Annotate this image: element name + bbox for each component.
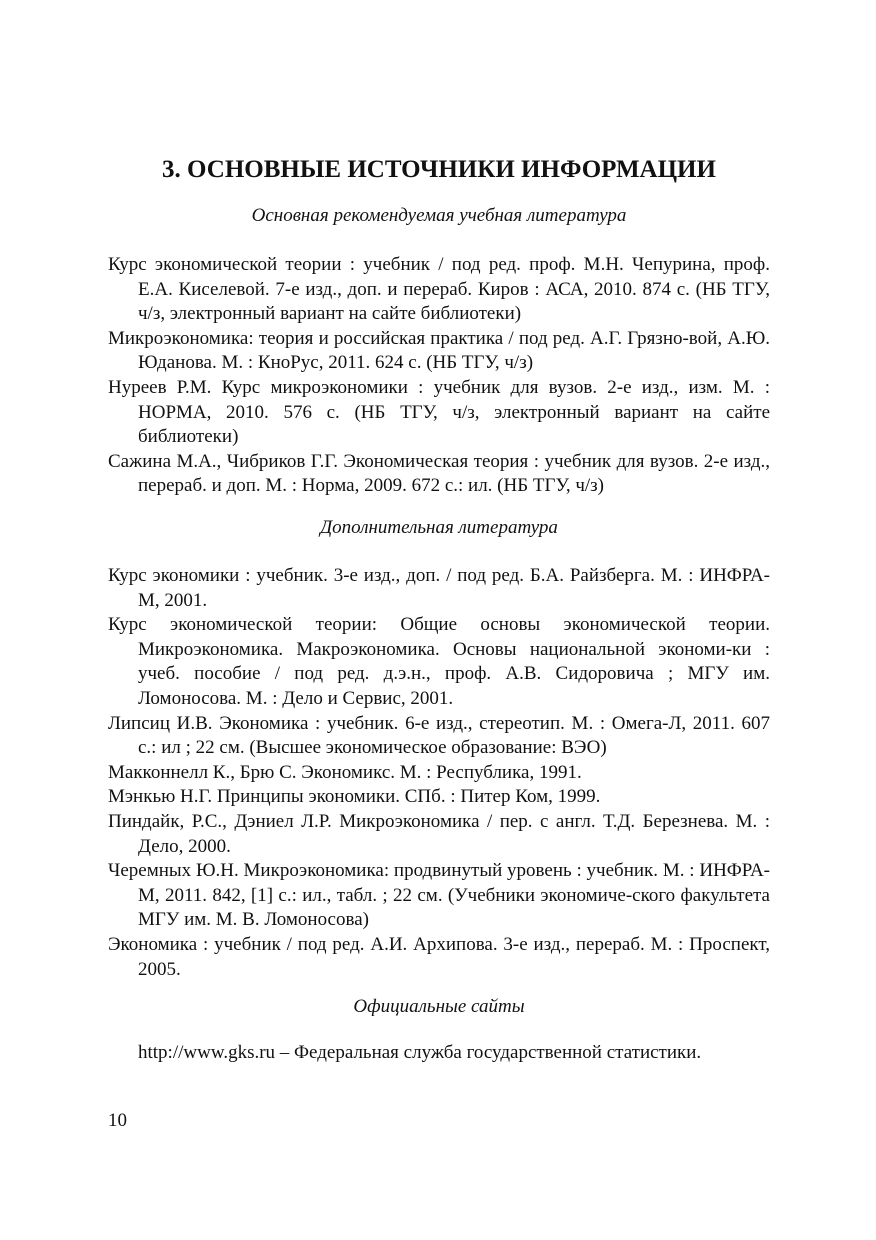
main-literature-entry: Сажина М.А., Чибриков Г.Г. Экономическая теория : учебник для вузов. 2-е изд., перераб. и доп. М. : Норма, 2009. 672 с.: ил. (НБ ТГУ, ч/з) (108, 450, 770, 497)
page-number: 10 (108, 1110, 127, 1131)
official-site-entry: http://www.gks.ru – Федеральная служба государственной статистики. (138, 1042, 702, 1063)
additional-literature-entry: Пиндайк, Р.С., Дэниел Л.Р. Микроэкономика / пер. с англ. Т.Д. Березнева. М. : Дело, 2000. (108, 810, 770, 857)
additional-literature-entry: Черемных Ю.Н. Микроэкономика: продвинутый уровень : учебник. М. : ИНФРА-М, 2011. 842, [1] с.: ил., табл. ; 22 см. (Учебники экономиче-ского факультета МГУ им. М. В. Ломоносова) (108, 860, 770, 931)
additional-literature-entry: Макконнелл К., Брю С. Экономикс. М. : Республика, 1991. (108, 761, 582, 783)
main-literature-entry: Нуреев Р.М. Курс микроэкономики : учебник для вузов. 2-е изд., изм. М. : НОРМА, 2010. 576 с. (НБ ТГУ, ч/з, электронный вариант на сайте библиотеки) (108, 376, 770, 448)
main-literature-list (108, 253, 770, 499)
official-sites-heading: Официальные сайты (353, 996, 525, 1017)
additional-literature-entry: Липсиц И.В. Экономика : учебник. 6-е изд., стереотип. М. : Омега-Л, 2011. 607 с.: ил ; 22 см. (Высшее экономическое образование: ВЭО) (108, 712, 770, 759)
additional-literature-heading: Дополнительная литература (320, 517, 558, 538)
additional-literature-entry: Мэнкью Н.Г. Принципы экономики. СПб. : Питер Ком, 1999. (108, 786, 601, 808)
additional-literature-entry: Курс экономики : учебник. 3-е изд., доп. / под ред. Б.А. Райзберга. М. : ИНФРА-М, 2001. (108, 565, 770, 611)
additional-literature-entry: Курс экономической теории: Общие основы экономической теории. Микроэкономика. Макроэкономика. Основы национальной экономи-ки : учеб. пособие / под ред. д.э.н., проф. А.В. Сидоровича ; МГУ им. Ломоносова. М. : Дело и Сервис, 2001. (108, 614, 770, 709)
additional-literature-entry: Экономика : учебник / под ред. А.И. Архипова. 3-е изд., перераб. М. : Проспект, 2005. (108, 933, 770, 980)
main-literature-heading: Основная рекомендуемая учебная литература (251, 205, 627, 226)
section-title: 3. ОСНОВНЫЕ ИСТОЧНИКИ ИНФОРМАЦИИ (162, 156, 716, 183)
additional-literature-list (108, 564, 770, 982)
main-literature-entry: Курс экономической теории : учебник / под ред. проф. М.Н. Чепурина, проф. Е.А. Киселевой. 7-е изд., доп. и перераб. Киров : АСА, 2010. 874 с. (НБ ТГУ, ч/з, электронный вариант на сайте библиотеки) (108, 254, 770, 325)
main-literature-entry: Микроэкономика: теория и российская практика / под ред. А.Г. Грязно-вой, А.Ю. Юданова. М. : КноРус, 2011. 624 с. (НБ ТГУ, ч/з) (108, 327, 770, 374)
